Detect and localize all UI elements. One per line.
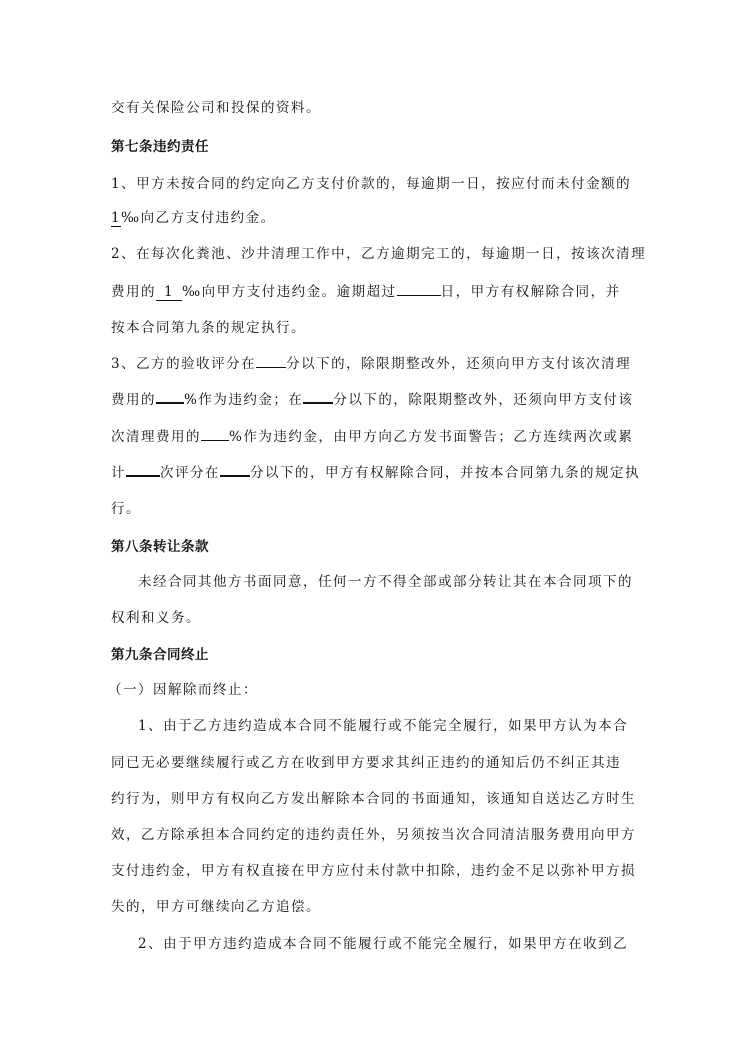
text-line: 按本合同第九条的规定执行。: [111, 320, 306, 336]
text-span: 分以下的，甲方有权解除合同，并按本合同第九条的规定执: [250, 465, 640, 481]
text-span: 分以下的，除限期整改外，还须向甲方支付该: [333, 392, 634, 408]
subsection-heading: （一）因解除而终止：: [108, 682, 258, 698]
text-line: [111, 425, 633, 445]
filled-blank: 1: [156, 284, 182, 301]
text-line: [111, 352, 631, 372]
article-9-heading: 第九条合同终止: [111, 647, 209, 663]
text-line: 未经合同其他方书面同意，任何一方不得全部或部分转让其在本合同项下的: [138, 574, 633, 590]
blank-field: [126, 475, 160, 477]
blank-field: [397, 295, 441, 296]
text-span: 分以下的，除限期整改外，还须向甲方支付该次清理: [286, 356, 632, 372]
text-line: [111, 388, 633, 408]
text-span: 次清理费用的: [111, 429, 201, 445]
text-line: [111, 280, 621, 301]
text-span: 计: [111, 465, 126, 481]
text-line: 同已无必要继续履行或乙方在收到甲方要求其纠正违约的通知后仍不纠正其违: [111, 755, 621, 771]
text-line: 行。: [111, 501, 141, 517]
text-line: 2、在每次化粪池、沙井清理工作中，乙方逾期完工的，每逾期一日，按该次清理: [111, 246, 647, 262]
text-line: 约行为，则甲方有权向乙方发出解除本合同的书面通知，该通知自送达乙方时生: [111, 791, 636, 807]
text-line: 2、由于甲方违约造成本合同不能履行或不能完全履行，如果甲方在收到乙: [138, 936, 629, 952]
text-line: [111, 206, 276, 227]
text-line: [111, 461, 640, 481]
text-span: 日，甲方有权解除合同，并: [440, 284, 621, 300]
blank-field: [256, 367, 286, 368]
text-line: 1、由于乙方违约造成本合同不能履行或不能完全履行，如果甲方认为本合: [138, 718, 629, 734]
text-span: 费用的: [111, 392, 156, 408]
text-span: 3、乙方的验收评分在: [111, 356, 257, 372]
article-7-heading: 第七条违约责任: [111, 139, 209, 155]
text-line: 失的，甲方可继续向乙方追偿。: [111, 899, 321, 915]
filled-blank: 1: [111, 210, 122, 226]
text-span: ‰向乙方支付违约金。: [121, 210, 276, 226]
blank-field: [220, 475, 250, 477]
blank-field: [303, 402, 333, 404]
text-line: 交有关保险公司和投保的资料。: [111, 100, 321, 116]
text-line: 权利和义务。: [111, 610, 201, 626]
text-span: 次评分在: [160, 465, 220, 481]
blank-field: [201, 440, 229, 441]
text-span: %作为违约金；在: [184, 392, 304, 408]
text-line: 支付违约金，甲方有权直接在甲方应付未付款中扣除，违约金不足以弥补甲方损: [111, 863, 636, 879]
text-line: 效，乙方除承担本合同约定的违约责任外，另须按当次合同清洁服务费用向甲方: [111, 827, 636, 843]
text-line: 1、甲方未按合同的约定向乙方支付价款的，每逾期一日，按应付而未付金额的: [111, 176, 632, 192]
text-span: ‰向甲方支付违约金。逾期超过: [182, 284, 397, 300]
article-8-heading: 第八条转让条款: [111, 539, 209, 555]
text-span: 费用的: [111, 284, 156, 300]
blank-field: [156, 402, 184, 404]
text-span: %作为违约金，由甲方向乙方发书面警告；乙方连续两次或累: [229, 429, 634, 445]
